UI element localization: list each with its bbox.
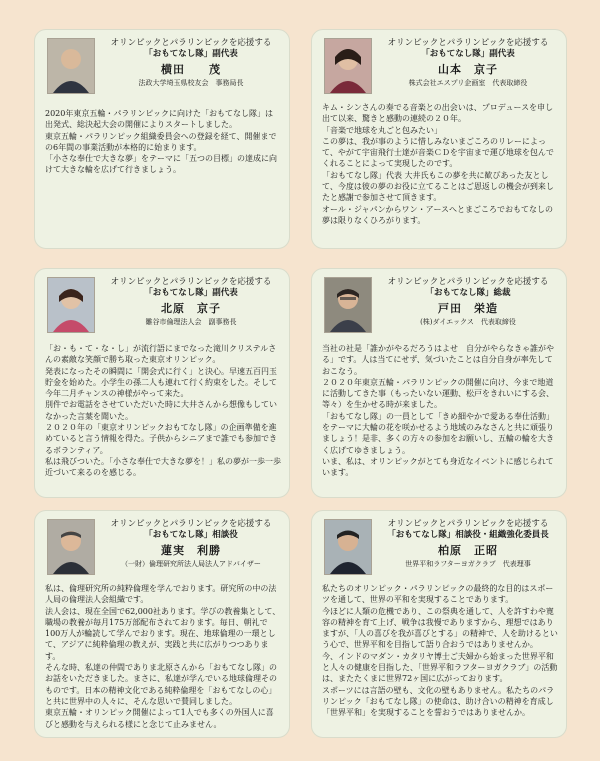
card-header xyxy=(378,519,558,569)
portrait-photo xyxy=(47,277,95,333)
card-paragraph: そんな時、私達の仲間でありま北原さんから「おもてなし隊」のお話をいただきました。まさに、私達が学んでいる地球倫理そのものです。日本の精神文化である純粋倫理を「おもてなしの心」と共に世界中の人々に、そんな思いで賛同しました。 xyxy=(45,663,277,706)
card-name: 北原 京子 xyxy=(161,302,221,315)
card-body xyxy=(322,102,558,226)
card-paragraph: スポーツには言語の壁も、文化の壁もありません。私たちのパラリンピック「おもてなし隊」の使命は、助け合いの精神を育成し「世界平和」を実現することを誓おうではありませんか。 xyxy=(322,685,555,718)
card-paragraph: 別件でお電話をさせていただいた時に大井さんから想像もしていなかった言葉を聞いた。 xyxy=(45,400,277,421)
card-paragraph: ２０２０年の「東京オリンピックおもてなし隊」の企画準備を進めていると言う情報を得た。子供からシニアまで誰でも参加できるボランティア。 xyxy=(45,423,277,455)
card-header-line: オリンピックとパラリンピックを応援する xyxy=(387,38,549,48)
card-paragraph: 「おもてなし隊」代表 大井氏もこの夢を共に歓びあった友として、今度は彼の夢のお役に立てることはご恩返しの機会が到来したと感謝で参加させて頂きます。 xyxy=(322,170,554,203)
portrait-photo xyxy=(324,38,372,94)
card-paragraph: オール・ジャパンからワン・アースへとまごころでおもてなしの夢は限りなくひろがります。 xyxy=(322,204,553,225)
card-paragraph: 私たちのオリンピック・パラリンピックの最終的な目的はスポーツを通して、世界の平和を実現することであります。 xyxy=(322,584,554,605)
card-paragraph: 私は飛びついた。「小さな奉仕で大きな夢を！」私の夢が一歩一歩近づいて来るのを感じる。 xyxy=(45,456,281,478)
profile-card-yokota xyxy=(34,29,290,249)
card-header xyxy=(101,38,281,88)
card-name: 蓮実 利勝 xyxy=(161,544,221,557)
card-name: 戸田 栄造 xyxy=(438,302,498,315)
profile-card-kashiwabara xyxy=(311,510,567,738)
card-role: 「おもてなし隊」相談役・組織強化委員長 xyxy=(387,530,549,540)
card-role: 「おもてなし隊」相談役 xyxy=(144,530,238,540)
card-name: 山本 京子 xyxy=(438,63,498,76)
card-paragraph: 今、インドのマダン・カタリヤ博士ご夫婦から始まった世界平和と人々の健康を目指した、「世界平和ラフターヨガクラブ」の活動は、またたくまに世界72ヶ国に広がっております。 xyxy=(322,651,558,684)
card-paragraph: 私は、倫理研究所の純粋倫理を学んでおります。研究所の中の法人局の倫理法人会組織です。 xyxy=(45,584,277,605)
portrait-photo xyxy=(47,519,95,575)
profile-card-kitahara xyxy=(34,268,290,498)
card-paragraph: 東京五輪・パラリンピック組織委員会への登録を経て、開催までの6年間の事業活動が本格的に始まります。 xyxy=(45,131,277,152)
portrait-photo xyxy=(324,277,372,333)
card-paragraph: 当社の社是「誰かがやるだろうはよせ 自分がやらなきゃ誰がやる」です。人は当てにせず、気づいたことは自分自身が率先しておこなう。 xyxy=(322,344,554,376)
card-header-line: オリンピックとパラリンピックを応援する xyxy=(110,38,272,48)
card-role: 「おもてなし隊」副代表 xyxy=(421,49,515,59)
card-header xyxy=(101,277,281,327)
card-header-line: オリンピックとパラリンピックを応援する xyxy=(110,519,272,529)
card-paragraph: ２０２０年東京五輪・パラリンピックの開催に向け、今まで地道に活動してきた事（もったいない運動、松戸をきれいにする会、等々）を生かせる時が来ました。 xyxy=(322,377,554,410)
card-header xyxy=(378,277,558,327)
card-paragraph: 2020年東京五輪・パラリンピックに向けた「おもてなし隊」は出発式、総決起大会の開催によりスタートしました。 xyxy=(45,109,274,130)
card-body xyxy=(45,583,281,730)
card-header-line: オリンピックとパラリンピックを応援する xyxy=(387,519,549,529)
portrait-photo xyxy=(47,38,95,94)
card-body xyxy=(322,343,558,479)
card-name: 柏原 正昭 xyxy=(438,544,498,557)
card-header-line: オリンピックとパラリンピックを応援する xyxy=(110,277,272,287)
card-affiliation: (株)ダイエックス 代表取締役 xyxy=(420,318,516,326)
profile-card-toda xyxy=(311,268,567,498)
card-body xyxy=(45,343,281,479)
card-body xyxy=(322,583,558,719)
card-body xyxy=(45,108,281,176)
card-affiliation: （一財）倫理研究所法人局法人アドバイザー xyxy=(121,560,261,568)
card-affiliation: 世界平和ラフターヨガクラブ 代表理事 xyxy=(405,560,531,568)
card-header-line: オリンピックとパラリンピックを応援する xyxy=(387,277,549,287)
profile-card-hasumi xyxy=(34,510,290,738)
portrait-photo xyxy=(324,519,372,575)
card-affiliation: 法政大学埼玉県校友会 事務局長 xyxy=(138,79,244,87)
card-paragraph: 「おもてなし隊」の一員として「きめ細やかで愛ある奉仕活動」をテーマに大輪の花を咲かせるよう地域のみなさんと共に頑張りましょう！是非、多くの方々の参加をお願いし、五輪の輪を大きく広げてゆきましょう。 xyxy=(322,411,554,455)
card-role: 「おもてなし隊」副代表 xyxy=(144,288,238,298)
card-paragraph: 発表になったその瞬間に「開会式に行く」と決心。早速五百円玉貯金を始めた。小学生の孫二人も連れて行く約束をした。そして今年二月チャンスの神様がやって来た。 xyxy=(45,366,277,399)
card-role: 「おもてなし隊」総裁 xyxy=(425,288,511,298)
card-affiliation: 株式会社エスプリ企画室 代表取締役 xyxy=(408,79,528,87)
card-paragraph: 「お・も・て・な・し」が流行語にまでなった滝川クリステルさんの素敵な笑顔で勝ち取った東京オリンピック。 xyxy=(45,344,277,365)
card-paragraph: 「小さな奉仕で大きな夢」をテーマに「五つの目標」の達成に向けて大きな輪を広げて行きましょう。 xyxy=(45,154,277,175)
card-paragraph: 今ほどに人類の危機であり、この祭典を通して、人を許すわや寛容の精神を育て上げ、戦争は我慢でありますから、理想ではありますが、「人の喜びを我が喜びとする」の精神で、人を助けるという心で、世界平和を目指して語り合おうではありませんか。 xyxy=(322,606,558,650)
card-paragraph: 法人会は、現在全国で62,000社あります。学びの教養集として、職場の教養が毎月175万部配布されております。毎日、朝礼で100万人が輪読して学んでおります。現在、地球倫理の一環として、アジアに純粋倫理の教えが、実践と共に広がりつつあります。 xyxy=(45,606,281,661)
card-header xyxy=(378,38,558,88)
card-paragraph: キム・シンさんの奏でる音楽との出会いは、プロデュースを申し出て以来、驚きと感動の連続の２０年。 xyxy=(322,103,554,124)
card-paragraph: 東京五輪・オリンピック開催によって1人でも多くの外国人に喜びと感動を与えられる様にと念じて止みません。 xyxy=(45,708,274,729)
card-paragraph: いま、私は、オリンピックがとても身近なイベントに感じられています。 xyxy=(322,456,554,478)
card-role: 「おもてなし隊」副代表 xyxy=(144,49,238,59)
card-header xyxy=(101,519,281,569)
card-paragraph: この夢は、我が事のように惜しみないまごころのリレーによって、やがて宇宙飛行士達が音楽ＣＤを宇宙まで運び地球を包んでくれることによって実現したのです。 xyxy=(322,136,554,169)
profile-card-yamamoto xyxy=(311,29,567,249)
card-affiliation: 雛谷市倫理法人会 副事務長 xyxy=(145,318,237,326)
card-name: 横田 茂 xyxy=(161,63,221,76)
card-paragraph: 「音楽で地球を丸ごと包みたい」 xyxy=(322,125,442,135)
